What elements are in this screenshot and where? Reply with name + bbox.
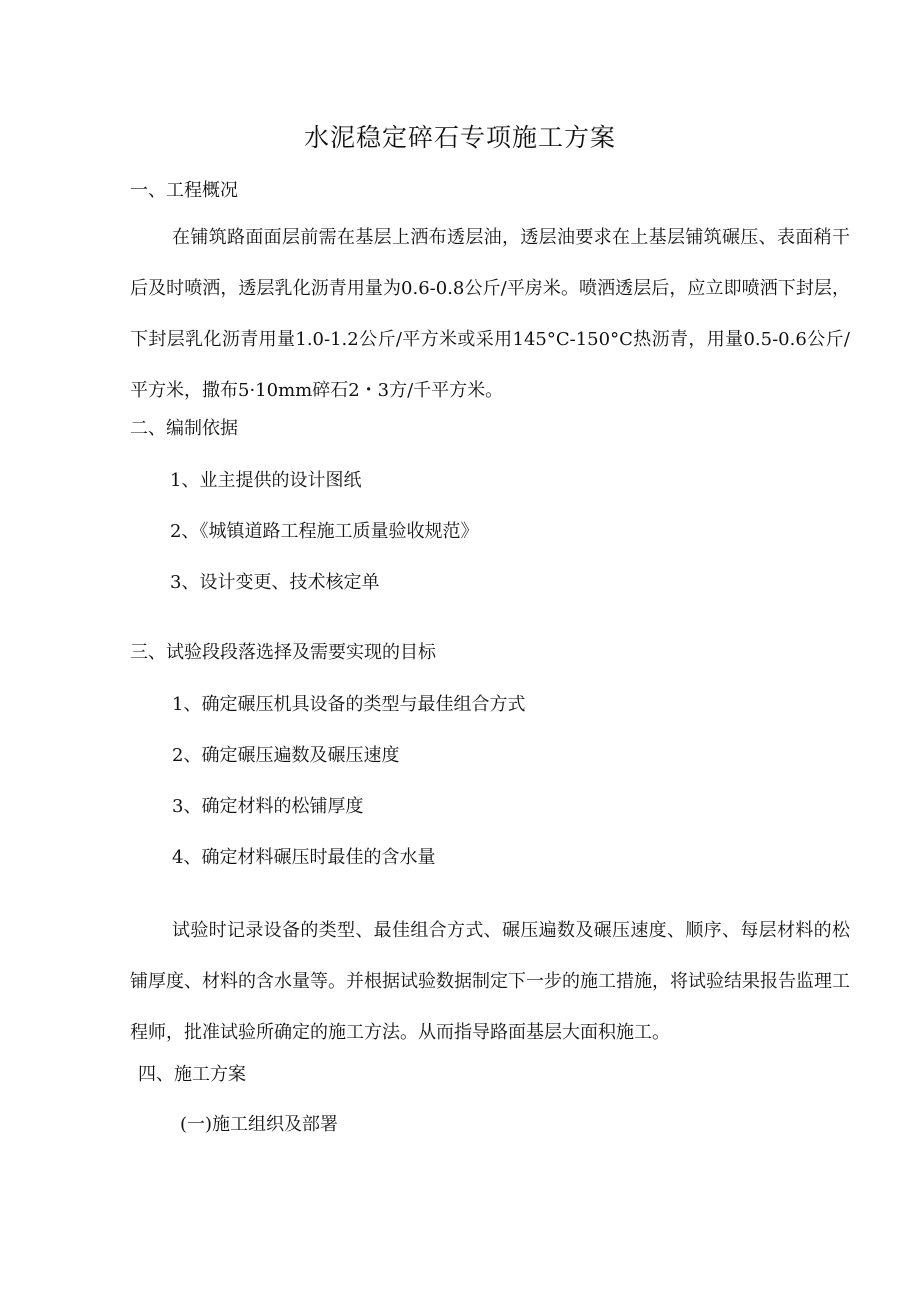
- plan-subheading: (一)施工组织及部署: [180, 1114, 339, 1135]
- document-title: 水泥稳定碎石专项施工方案: [303, 123, 616, 152]
- basis-item-2: 2、《城镇道路工程施工质量验收规范》: [170, 521, 479, 542]
- section-heading-basis: 二、编制依据: [130, 418, 238, 439]
- trial-item-3: 3、确定材料的松铺厚度: [172, 796, 364, 817]
- section-heading-trial: 三、试验段段落选择及需要实现的目标: [130, 642, 436, 663]
- overview-paragraph: 在铺筑路面面层前需在基层上洒布透层油，透层油要求在上基层铺筑碾压、表面稍干后及时喷洒，透层乳化沥青用量为0.6-0.8公斤/平房米。喷洒透层后，应立即喷洒下封层，下封层乳化沥青用量1.0-1.2公斤/平方米或采用145°C-150°C热沥青，用量0.5-0.6公斤/平方米，撒布5·10mm碎石2・3方/千平方米。: [130, 227, 850, 401]
- section-heading-overview: 一、工程概况: [130, 180, 238, 201]
- trial-paragraph: 试验时记录设备的类型、最佳组合方式、碾压遍数及碾压速度、顺序、每层材料的松铺厚度、材料的含水量等。并根据试验数据制定下一步的施工措施，将试验结果报告监理工程师，批准试验所确定的施工方法。从而指导路面基层大面积施工。: [130, 920, 850, 1043]
- trial-item-4: 4、确定材料碾压时最佳的含水量: [172, 847, 436, 868]
- trial-item-1: 1、确定碾压机具设备的类型与最佳组合方式: [172, 694, 526, 715]
- trial-item-2: 2、确定碾压遍数及碾压速度: [172, 745, 400, 766]
- basis-item-1: 1、业主提供的设计图纸: [170, 470, 362, 491]
- section-heading-plan: 四、施工方案: [138, 1064, 246, 1085]
- basis-item-3: 3、设计变更、技术核定单: [170, 572, 380, 593]
